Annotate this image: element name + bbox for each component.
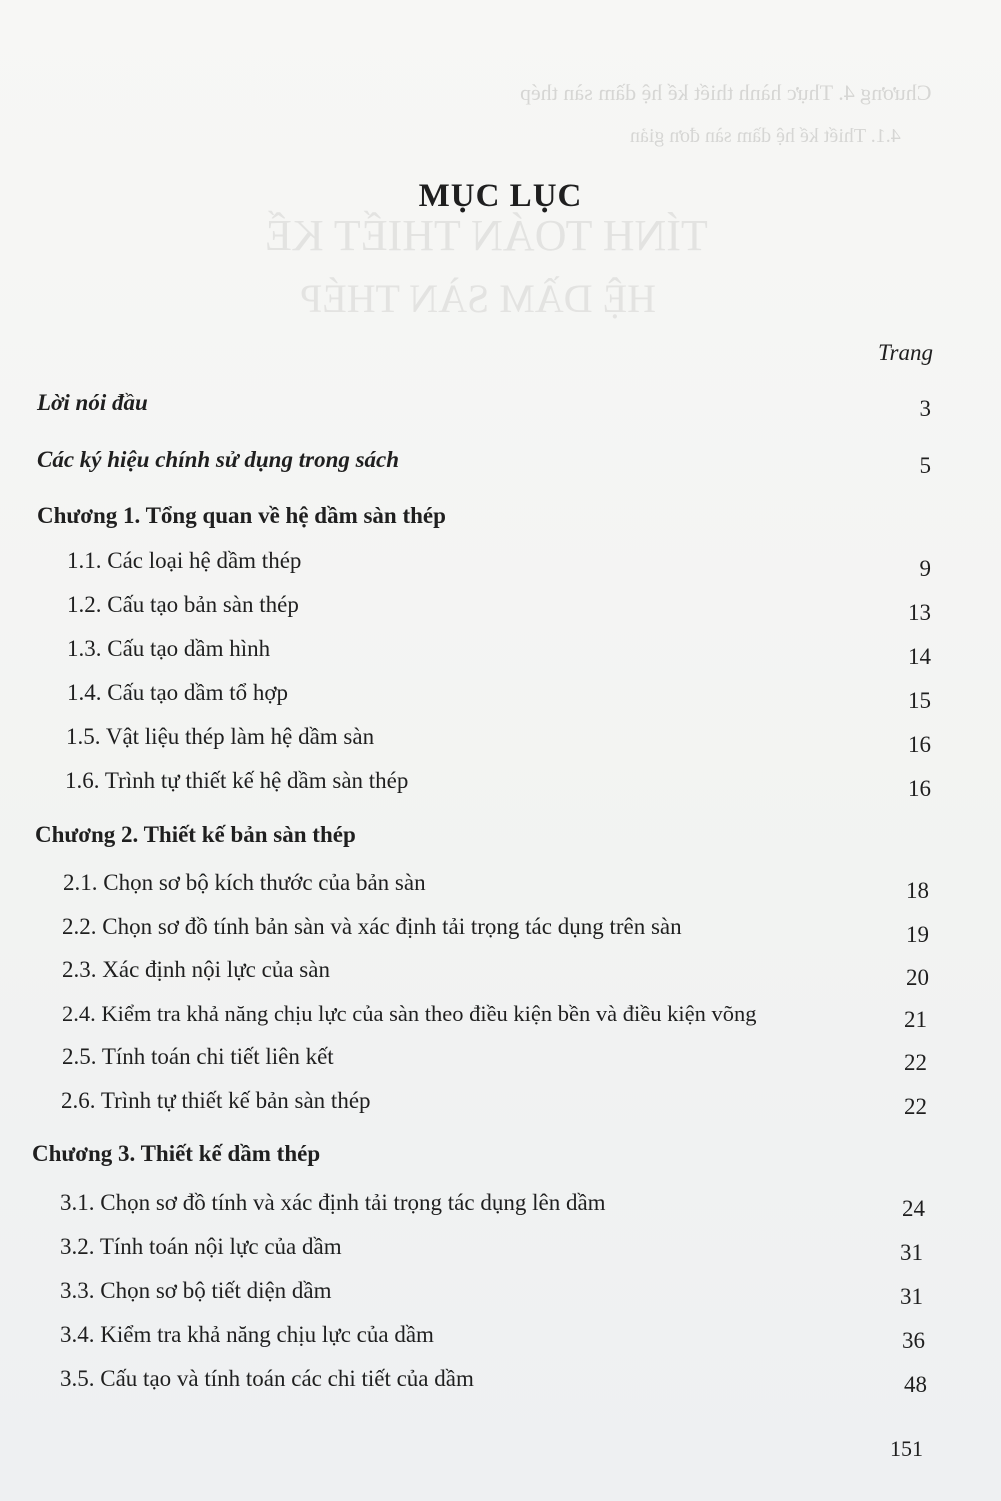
toc-section-1-6[interactable] (0, 768, 1001, 801)
show-through-text: Chương 4. Thực hành thiết kế hệ dầm sàn thép (519, 80, 931, 105)
toc-chapter-3[interactable] (0, 1141, 1001, 1171)
toc-section-3-5[interactable] (0, 1366, 1001, 1396)
toc-section-page: 15 (908, 688, 931, 713)
toc-section-label: 3.2. Tính toán nội lực của dầm (60, 1234, 342, 1259)
page-column-label: Trang (878, 340, 933, 365)
toc-section-1-3[interactable] (0, 636, 1001, 669)
toc-section-3-2[interactable] (0, 1234, 1001, 1264)
toc-section-label: 2.5. Tính toán chi tiết liên kết (62, 1044, 334, 1069)
toc-entry-page: 5 (919, 453, 931, 478)
toc-section-label: 1.1. Các loại hệ dầm thép (67, 548, 302, 573)
toc-entry-front-1[interactable] (0, 390, 1001, 420)
page-number: 151 (890, 1436, 923, 1461)
toc-section-1-1[interactable] (0, 548, 1001, 581)
toc-chapter-2[interactable] (0, 822, 1001, 852)
toc-section-page: 9 (919, 556, 931, 581)
toc-chapter-title: Chương 1. Tổng quan về hệ dầm sàn thép (37, 503, 446, 528)
toc-section-label: 1.2. Cấu tạo bản sàn thép (67, 592, 299, 617)
toc-entry-page: 3 (919, 396, 931, 421)
page-title: MỤC LỤC (418, 178, 583, 214)
toc-section-page: 31 (900, 1240, 923, 1265)
toc-section-page: 24 (902, 1196, 925, 1221)
show-through-title: HỆ DẦM SÀN THÉP (300, 276, 656, 321)
toc-section-2-3[interactable] (0, 957, 1001, 990)
toc-section-3-4[interactable] (0, 1322, 1001, 1352)
toc-entry-front-2[interactable] (0, 447, 1001, 477)
toc-section-1-2[interactable] (0, 592, 1001, 625)
toc-section-label: 2.4. Kiểm tra khả năng chịu lực của sàn theo điều kiện bền và điều kiện võng (62, 1001, 757, 1026)
toc-section-label: 3.3. Chọn sơ bộ tiết diện dầm (60, 1278, 332, 1303)
toc-section-label: 2.6. Trình tự thiết kế bản sàn thép (61, 1088, 371, 1113)
toc-section-label: 3.1. Chọn sơ đồ tính và xác định tải trọng tác dụng lên dầm (60, 1190, 606, 1215)
toc-section-page: 36 (902, 1328, 925, 1353)
show-through-title: TÍNH TOÁN THIẾT KẾ (265, 211, 708, 260)
toc-section-2-6[interactable] (0, 1088, 1001, 1118)
toc-section-1-5[interactable] (0, 724, 1001, 757)
toc-section-1-4[interactable] (0, 680, 1001, 713)
toc-chapter-title: Chương 3. Thiết kế dầm thép (32, 1141, 321, 1166)
toc-section-page: 18 (906, 878, 929, 903)
toc-section-2-1[interactable] (0, 870, 1001, 903)
toc-section-label: 1.5. Vật liệu thép làm hệ dầm sàn (66, 724, 375, 749)
toc-section-label: 2.1. Chọn sơ bộ kích thước của bản sàn (63, 870, 426, 895)
toc-section-3-3[interactable] (0, 1278, 1001, 1308)
toc-section-page: 31 (900, 1284, 923, 1309)
toc-section-page: 13 (908, 600, 931, 625)
toc-section-label: 3.5. Cấu tạo và tính toán các chi tiết của dầm (60, 1366, 474, 1391)
toc-entry-label: Lời nói đầu (37, 390, 148, 415)
toc-section-label: 3.4. Kiểm tra khả năng chịu lực của dầm (60, 1322, 434, 1347)
toc-section-page: 20 (906, 965, 929, 990)
toc-section-page: 22 (904, 1094, 927, 1119)
toc-section-label: 1.6. Trình tự thiết kế hệ dầm sàn thép (65, 768, 409, 793)
toc-section-label: 1.4. Cấu tạo dầm tổ hợp (67, 680, 289, 705)
toc-section-2-4[interactable] (0, 1001, 1001, 1031)
toc-section-page: 48 (904, 1372, 927, 1397)
toc-section-label: 1.3. Cấu tạo dầm hình (67, 636, 271, 661)
toc-entry-label: Các ký hiệu chính sử dụng trong sách (37, 447, 400, 472)
show-through-text: 4.1. Thiết kế hệ dầm sàn đơn giản (630, 125, 901, 147)
toc-section-2-2[interactable] (0, 914, 1001, 947)
toc-section-label: 2.2. Chọn sơ đồ tính bản sàn và xác định tải trọng tác dụng trên sàn (62, 914, 682, 939)
toc-section-3-1[interactable] (0, 1190, 1001, 1220)
toc-chapter-1[interactable] (0, 503, 1001, 533)
toc-section-page: 21 (904, 1007, 927, 1032)
toc-section-page: 19 (906, 922, 929, 947)
toc-section-2-5[interactable] (0, 1044, 1001, 1074)
toc-section-page: 14 (908, 644, 931, 669)
toc-section-page: 16 (908, 776, 931, 801)
toc-chapter-title: Chương 2. Thiết kế bản sàn thép (35, 822, 356, 847)
toc-section-label: 2.3. Xác định nội lực của sàn (62, 957, 330, 982)
toc-section-page: 16 (908, 732, 931, 757)
toc-section-page: 22 (904, 1050, 927, 1075)
